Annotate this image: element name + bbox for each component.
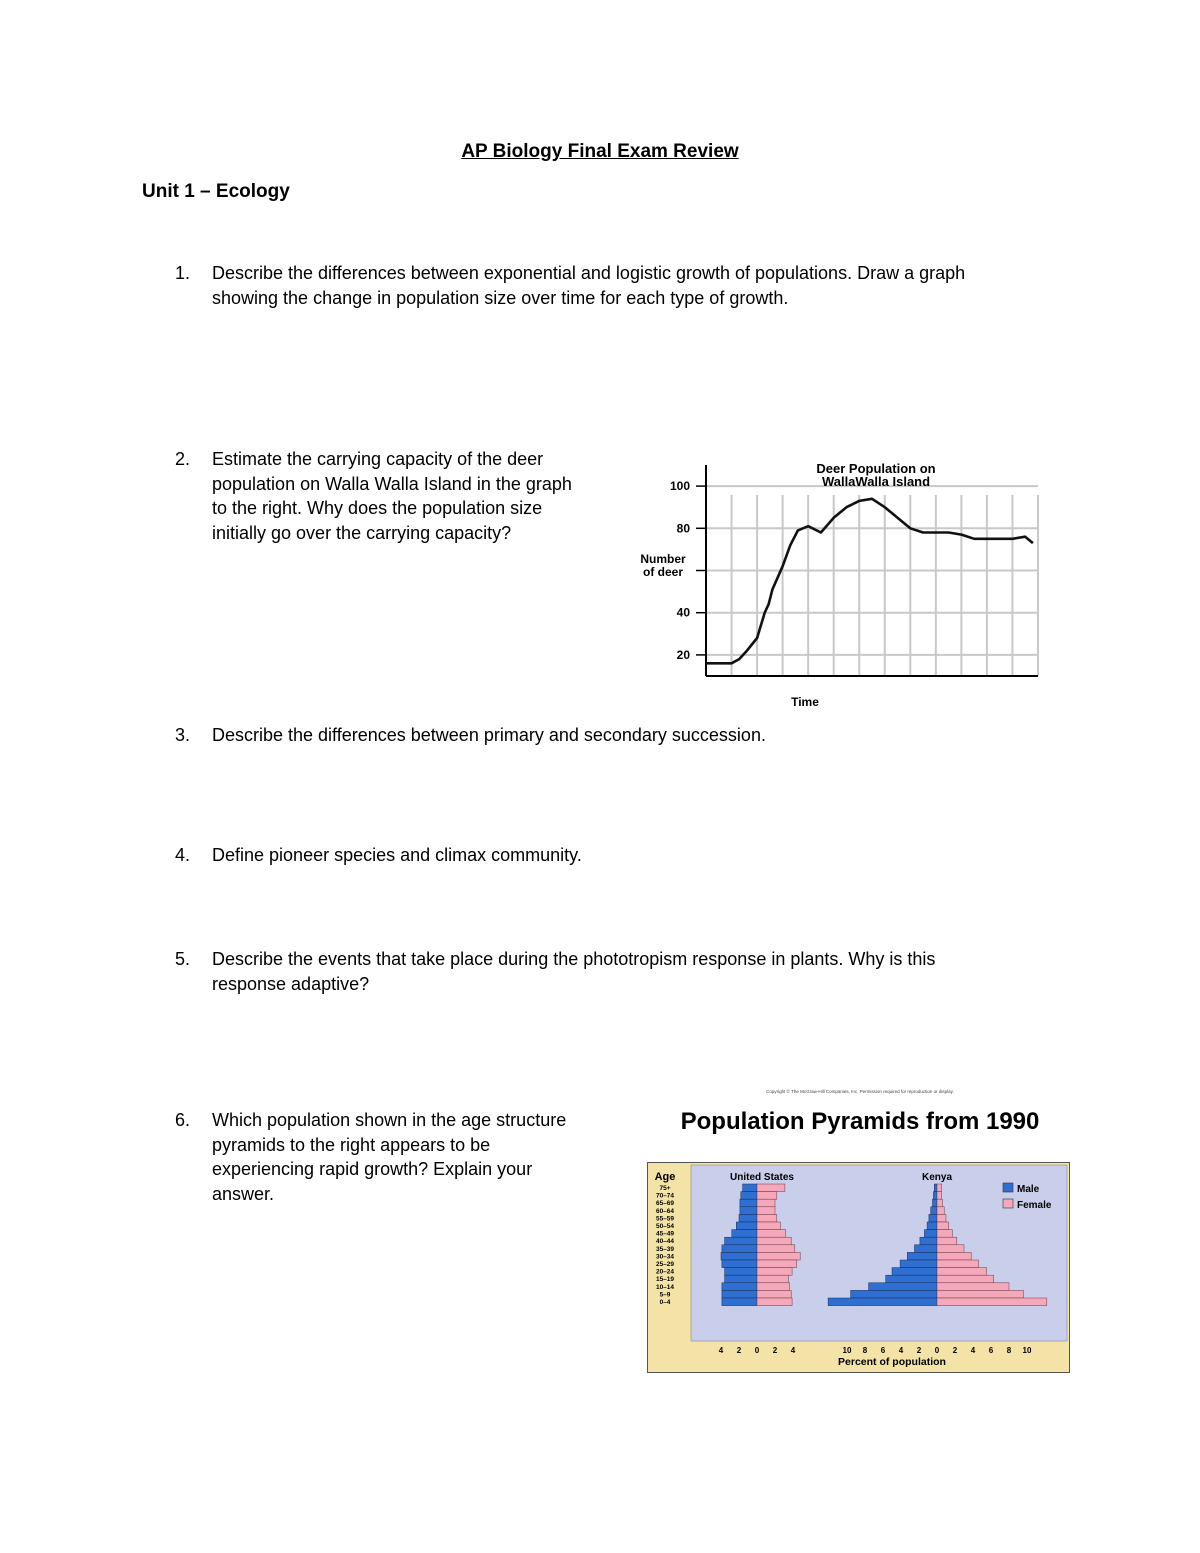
deer-population-line (706, 499, 1033, 664)
legend-label-male: Male (1017, 1184, 1040, 1195)
pyramid-tick-label: 8 (1006, 1346, 1012, 1355)
pyramid-bar-female (937, 1222, 949, 1230)
pyramid-tick-label: 4 (718, 1346, 724, 1355)
question-line: Describe the events that take place during the phototropism response in plants. Why is this (212, 949, 936, 969)
age-group-label: 0–4 (659, 1299, 671, 1306)
pyramid-bar-male (907, 1252, 937, 1260)
pyramid-bar-female (937, 1252, 971, 1260)
pyramid-bar-male (933, 1199, 938, 1207)
y-tick-label: 100 (669, 479, 690, 494)
pyramid-tick-label: 2 (772, 1346, 778, 1355)
y-tick-label: 40 (676, 605, 690, 620)
pyramid-bar-male (725, 1237, 757, 1245)
pyramid-title: Population Pyramids from 1990 (680, 1108, 1040, 1135)
age-group-label: 70–74 (655, 1192, 675, 1200)
pyramid-bar-female (757, 1260, 797, 1268)
pyramid-bar-female (937, 1245, 964, 1253)
question-line: showing the change in population size over time for each type of growth. (212, 287, 789, 308)
age-group-label: 15–19 (655, 1276, 675, 1284)
pyramid-bar-female (757, 1230, 786, 1238)
pyramid-bar-male (722, 1290, 757, 1298)
pyramid-bar-male (915, 1245, 938, 1253)
pyramid-tick-label: 6 (880, 1346, 886, 1355)
pyramid-bar-female (757, 1214, 777, 1222)
legend-swatch-male (1003, 1183, 1013, 1192)
pyramid-bar-female (757, 1207, 775, 1215)
question-line: Describe the differences between exponential and logistic growth of populations. Draw a graph (212, 263, 966, 283)
age-group-label: 35–39 (655, 1245, 675, 1253)
pyramid-bar-male (740, 1199, 757, 1207)
question-line: answer. (212, 1183, 275, 1204)
x-axis-label: Time (791, 695, 819, 709)
pyramid-bar-male (722, 1298, 757, 1306)
question-number: 4. (175, 845, 191, 865)
pyramid-bar-male (725, 1275, 757, 1283)
age-group-label: 25–29 (655, 1261, 675, 1268)
pyramid-x-axis-label: Percent of population (838, 1356, 946, 1368)
question-line: Define pioneer species and climax community. (212, 845, 582, 865)
pyramid-bar-male (927, 1222, 937, 1230)
age-group-labels (656, 1185, 674, 1306)
pyramid-bar-female (937, 1283, 1009, 1291)
pyramid-bar-female (757, 1237, 791, 1245)
age-axis-label: Age (654, 1171, 676, 1183)
panel-title-us: United States (730, 1172, 794, 1183)
question-line: Estimate the carrying capacity of the deer (212, 449, 544, 469)
pyramid-bar-female (937, 1230, 952, 1238)
question-line: to the right. Why does the population size (212, 498, 543, 518)
pyramid-tick-label: 0 (934, 1346, 940, 1355)
panel-title-kenya: Kenya (921, 1172, 953, 1183)
pyramid-bar-male (739, 1214, 757, 1222)
age-group-label: 60–64 (655, 1207, 675, 1215)
pyramid-bar-female (937, 1237, 957, 1245)
pyramid-bar-male (725, 1268, 757, 1276)
pyramid-tick-label: 2 (952, 1346, 958, 1355)
pyramid-bar-female (937, 1268, 987, 1276)
question-line: experiencing rapid growth? Explain your (212, 1159, 533, 1179)
pyramid-tick-label: 2 (916, 1346, 922, 1355)
pyramid-bar-male (722, 1260, 757, 1268)
pyramid-bar-female (937, 1260, 978, 1268)
pyramid-tick-label: 4 (790, 1346, 796, 1355)
pyramid-bar-female (757, 1290, 791, 1298)
pyramid-bar-male (736, 1222, 757, 1230)
pyramid-bar-male (741, 1192, 757, 1200)
pyramid-bar-female (937, 1298, 1047, 1306)
pyramid-bar-male (924, 1230, 937, 1238)
question-line: population on Walla Walla Island in the graph (212, 473, 572, 494)
pyramid-bar-female (757, 1199, 775, 1207)
pyramid-bar-male (740, 1207, 757, 1215)
age-group-label: 30–34 (655, 1253, 675, 1261)
pyramid-bar-male (900, 1260, 937, 1268)
pyramid-bar-female (757, 1252, 800, 1260)
pyramid-bar-female (937, 1192, 942, 1200)
question-line: initially go over the carrying capacity? (212, 522, 512, 543)
pyramid-bar-male (828, 1298, 937, 1306)
question-number: 5. (175, 949, 191, 969)
pyramid-bar-male (743, 1184, 757, 1192)
question-line: Which population shown in the age structure (212, 1110, 567, 1130)
pyramid-tick-label: 10 (842, 1346, 852, 1355)
pyramid-bar-male (931, 1207, 937, 1215)
pyramid-tick-label: 4 (898, 1346, 904, 1355)
age-group-label: 5–9 (659, 1291, 671, 1299)
pyramid-bar-female (937, 1199, 942, 1207)
pyramid-tick-label: 2 (736, 1346, 742, 1355)
age-group-label: 50–54 (655, 1223, 675, 1230)
deer-population-chart (620, 455, 1050, 715)
question-number: 3. (175, 725, 191, 745)
age-group-label: 55–59 (655, 1215, 675, 1223)
pyramid-bar-female (757, 1245, 795, 1253)
pyramid-bar-female (757, 1192, 777, 1200)
pyramid-bar-female (757, 1268, 792, 1276)
pyramid-tick-label: 0 (754, 1346, 760, 1355)
pyramid-bar-female (937, 1290, 1023, 1298)
question-line: pyramids to the right appears to be (212, 1134, 491, 1155)
question-number: 6. (175, 1110, 191, 1130)
pyramid-bar-male (933, 1192, 937, 1200)
pyramid-bar-male (721, 1252, 757, 1260)
pyramid-bar-male (929, 1214, 937, 1222)
y-tick-label: 20 (676, 647, 690, 662)
age-group-label: 65–69 (655, 1200, 675, 1208)
pyramid-bar-male (920, 1237, 937, 1245)
age-group-label: 75+ (659, 1185, 671, 1192)
y-axis-label-line-1: Number (640, 552, 686, 566)
age-group-label: 40–44 (655, 1238, 675, 1246)
pyramid-bar-female (937, 1184, 942, 1192)
pyramid-bar-female (757, 1283, 789, 1291)
pyramid-tick-label: 6 (988, 1346, 994, 1355)
pyramid-bar-male (722, 1245, 757, 1253)
pyramid-bar-male (869, 1283, 937, 1291)
pyramid-tick-label: 4 (970, 1346, 976, 1355)
legend-swatch-female (1003, 1199, 1013, 1208)
question-number: 1. (175, 263, 191, 283)
pyramid-bar-female (937, 1275, 994, 1283)
pyramid-bar-male (886, 1275, 937, 1283)
age-group-label: 10–14 (655, 1283, 675, 1291)
question-line: response adaptive? (212, 973, 370, 994)
pyramid-tick-label: 10 (1022, 1346, 1032, 1355)
pyramid-bar-female (937, 1207, 944, 1215)
y-axis-label-line-2: of deer (642, 565, 684, 579)
pyramid-tick-label: 8 (862, 1346, 868, 1355)
population-pyramid-chart (647, 1162, 1071, 1374)
page-title: AP Biology Final Exam Review (461, 141, 739, 162)
legend-label-female: Female (1017, 1200, 1052, 1211)
pyramid-bar-female (757, 1298, 792, 1306)
unit-heading: Unit 1 – Ecology (142, 181, 290, 202)
pyramid-bar-female (937, 1214, 946, 1222)
pyramid-bar-male (732, 1230, 757, 1238)
chart-grid (706, 486, 1038, 676)
pyramid-bar-male (851, 1290, 937, 1298)
y-tick-label: 80 (676, 521, 690, 536)
pyramid-copyright: Copyright © The McGraw-Hill Companies, Inc. Permission required for reproduction or display. (766, 1089, 954, 1094)
age-group-label: 20–24 (655, 1268, 675, 1276)
pyramid-bar-female (757, 1222, 780, 1230)
chart-title-line-1: Deer Population on (816, 461, 936, 476)
pyramid-bar-female (757, 1184, 785, 1192)
pyramid-bar-male (722, 1283, 757, 1291)
pyramid-bar-male (934, 1184, 937, 1192)
pyramid-bar-male (892, 1268, 937, 1276)
question-number: 2. (175, 449, 191, 469)
question-line: Describe the differences between primary and secondary succession. (212, 725, 766, 745)
chart-title-line-2: WallaWalla Island (821, 474, 931, 489)
pyramid-bar-female (757, 1275, 789, 1283)
age-group-label: 45–49 (655, 1230, 675, 1238)
